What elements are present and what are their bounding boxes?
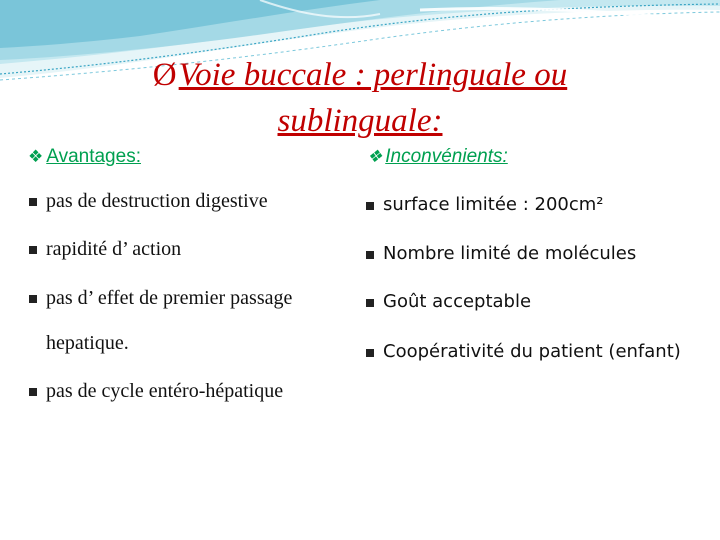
arrow-bullet-icon: Ø — [152, 57, 177, 93]
title-text-line-1: Voie buccale : perlinguale ou — [178, 57, 568, 93]
list-item: pas de cycle entéro-hépatique — [46, 380, 283, 403]
square-bullet-icon — [366, 202, 374, 210]
diamond-bullet-icon: ❖ — [28, 147, 44, 166]
square-bullet-icon — [366, 349, 374, 357]
title-line-1 — [100, 52, 620, 98]
square-bullet-icon — [29, 246, 37, 254]
list-item: rapidité d’ action — [46, 238, 181, 261]
square-bullet-icon — [29, 198, 37, 206]
diamond-bullet-icon: ❖ — [367, 147, 383, 166]
list-item: surface limitée : 200cm² — [383, 194, 604, 215]
list-item: Nombre limité de molécules — [383, 243, 636, 264]
list-item: pas d’ effet de premier passage — [46, 287, 292, 310]
square-bullet-icon — [366, 299, 374, 307]
list-item-continuation: hepatique. — [46, 332, 129, 354]
list-item: Coopérativité du patient (enfant) — [383, 341, 681, 362]
inconvenients-heading — [367, 146, 508, 168]
inconvenients-heading-text: Inconvénients: — [385, 146, 508, 167]
title-line-2: sublinguale: — [277, 103, 443, 139]
advantages-heading-text: Avantages: — [46, 146, 141, 167]
square-bullet-icon — [366, 251, 374, 259]
square-bullet-icon — [29, 295, 37, 303]
slide-title — [100, 52, 620, 144]
square-bullet-icon — [29, 388, 37, 396]
list-item: pas de destruction digestive — [46, 190, 268, 213]
advantages-heading — [28, 146, 141, 168]
list-item: Goût acceptable — [383, 291, 531, 312]
